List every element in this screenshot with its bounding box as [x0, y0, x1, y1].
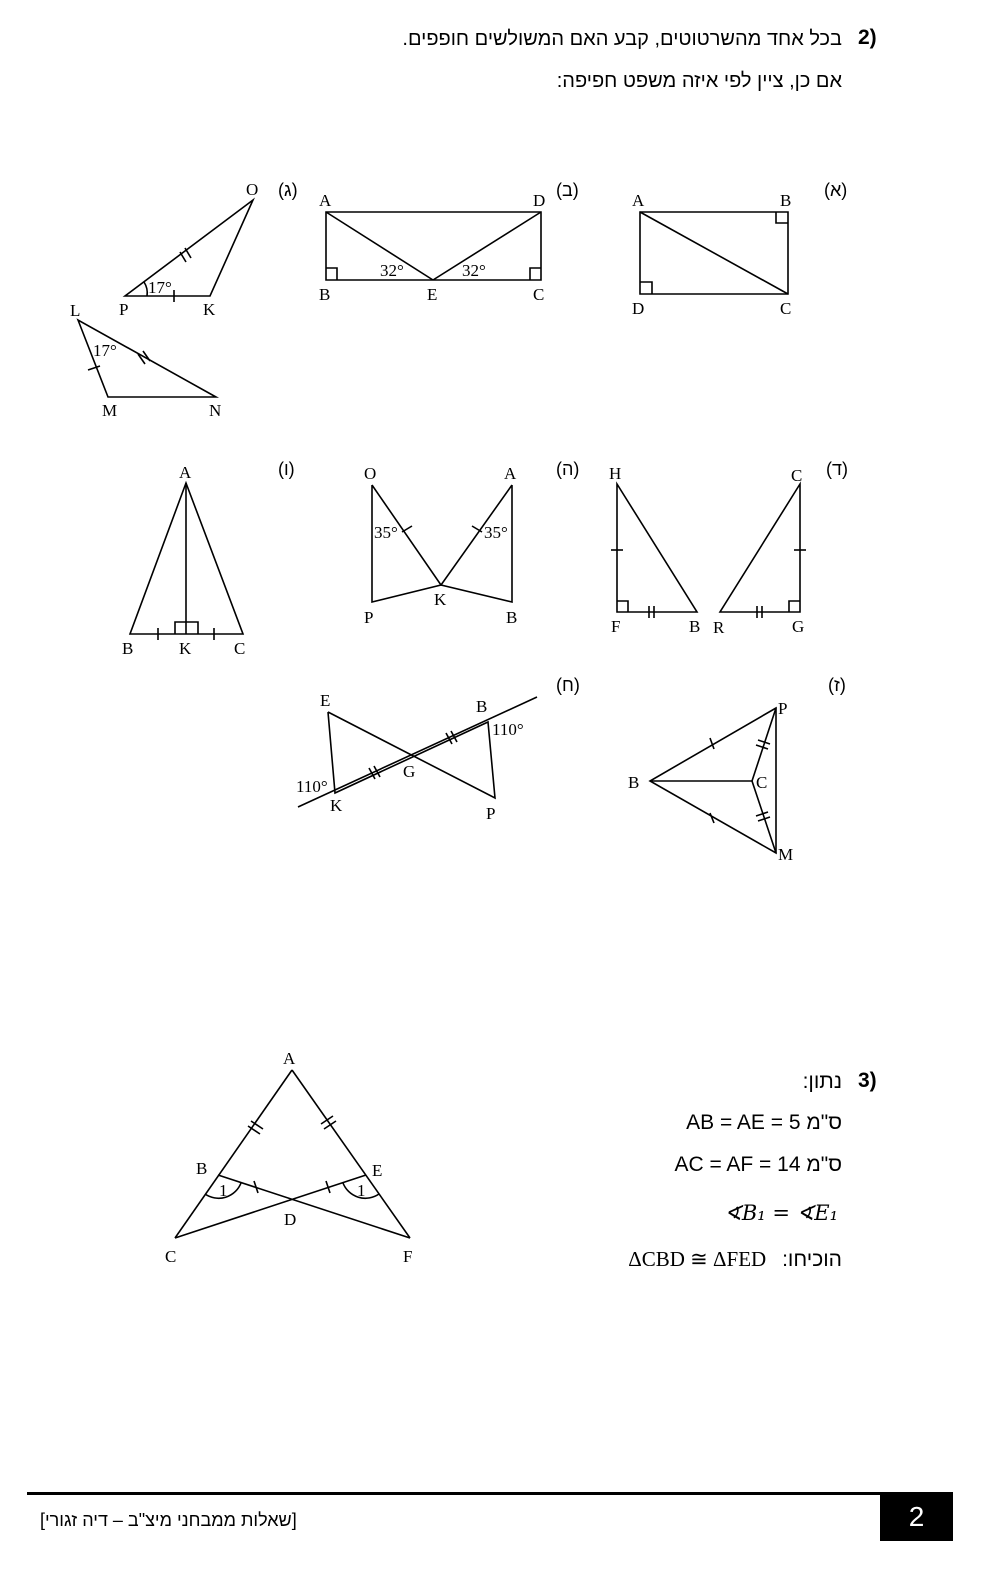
label-m: M	[778, 845, 794, 864]
label-n: N	[209, 401, 222, 420]
label-d: D	[533, 191, 546, 210]
right-angle-g	[789, 601, 800, 612]
prove-line	[628, 1247, 842, 1272]
label-o: O	[246, 180, 259, 199]
label-r: R	[713, 618, 725, 637]
label-e: E	[320, 691, 331, 710]
label-c: C	[791, 466, 803, 485]
part-label-c: (ג)	[278, 180, 298, 200]
prove-statement: ΔCBD ≅ ΔFED	[628, 1247, 767, 1271]
label-c: C	[756, 773, 768, 792]
label-c: C	[165, 1247, 177, 1266]
part-label-h: (ח)	[556, 675, 580, 695]
label-m: M	[102, 401, 118, 420]
label-p: P	[778, 699, 788, 718]
label-a: A	[319, 191, 332, 210]
label-o: O	[364, 464, 377, 483]
figure-c	[70, 180, 258, 420]
label-c: C	[533, 285, 545, 304]
label-k: K	[203, 300, 216, 319]
angle-label-b1: 1	[219, 1181, 228, 1200]
figure-a	[632, 191, 791, 318]
diagonal-ac	[640, 212, 788, 294]
segment-af	[292, 1070, 410, 1238]
segment-de	[433, 212, 541, 280]
angle-label-1: 17°	[148, 278, 172, 297]
angle-label-2: 17°	[93, 341, 117, 360]
label-a: A	[504, 464, 517, 483]
part-label-f: (ו)	[278, 459, 295, 479]
part-label-e: (ה)	[556, 459, 580, 479]
label-b: B	[689, 617, 701, 636]
angle-label-1: 35°	[374, 523, 398, 542]
angle-label-1: 32°	[380, 261, 404, 280]
angle-label-2: 35°	[484, 523, 508, 542]
figure-f	[122, 463, 245, 658]
part-label-d: (ד)	[826, 459, 848, 479]
figure-b	[319, 191, 545, 304]
question-2-line-2: אם כן, ציין לפי איזה משפט חפיפה:	[556, 70, 842, 92]
given-ac-af	[674, 1153, 842, 1177]
given-ac-af-text: AC = AF = 14 ס"מ	[674, 1153, 842, 1176]
label-b: B	[628, 773, 640, 792]
part-label-b: (ב)	[556, 180, 579, 200]
label-b: B	[506, 608, 518, 627]
label-c: C	[234, 639, 246, 658]
right-angle-b	[326, 268, 337, 280]
angle-arc-p	[144, 282, 147, 296]
label-b: B	[122, 639, 134, 658]
figure-d	[609, 464, 806, 637]
given-ab-ae	[686, 1111, 842, 1135]
tick-ok	[402, 526, 412, 532]
triangle-opk	[125, 200, 253, 296]
triangle-akb	[441, 485, 512, 602]
label-p: P	[119, 300, 129, 319]
right-angle-d	[640, 282, 652, 294]
footer-source: [שאלות ממבחני מיצ"ב – דיה זגורי]	[40, 1510, 297, 1530]
segment-ec	[175, 1175, 366, 1238]
label-k: K	[179, 639, 192, 658]
triangles-eg-bp	[328, 712, 495, 798]
given-label: נתון:	[802, 1070, 842, 1093]
tick-ae-1	[324, 1121, 336, 1129]
triangle-crg	[720, 484, 800, 612]
label-g: G	[403, 762, 416, 781]
label-a: A	[632, 191, 645, 210]
label-p: P	[364, 608, 374, 627]
angle-label-2: 32°	[462, 261, 486, 280]
question-2-number: 2)	[858, 26, 877, 49]
label-h: H	[609, 464, 622, 483]
label-k: K	[434, 590, 447, 609]
segment-ac	[175, 1070, 292, 1238]
right-angle-c	[530, 268, 541, 280]
angle-label-e1: 1	[357, 1181, 366, 1200]
figure-e	[364, 464, 517, 627]
label-b: B	[780, 191, 792, 210]
tick-lm	[88, 366, 100, 370]
rectangle-abcd	[326, 212, 541, 280]
label-k: K	[330, 796, 343, 815]
given-angles: ∢B₁ = ∢E₁	[724, 1201, 838, 1225]
label-f: F	[611, 617, 621, 636]
label-l: L	[70, 301, 81, 320]
angle-label-2: 110°	[492, 720, 524, 739]
footer-divider	[27, 1492, 953, 1495]
label-d: D	[632, 299, 645, 318]
label-p: P	[486, 804, 496, 823]
part-label-a: (א)	[824, 180, 848, 200]
angle-label-1: 110°	[296, 777, 328, 796]
prove-label: הוכיחו:	[782, 1248, 842, 1271]
right-angle-f	[617, 601, 628, 612]
label-a: A	[283, 1049, 296, 1068]
label-c: C	[780, 299, 792, 318]
question-3-number: 3)	[858, 1069, 877, 1092]
label-b: B	[476, 697, 488, 716]
question-2-line-1: בכל אחד מהשרטוטים, קבע האם המשולשים חופפים.	[402, 28, 842, 50]
figure-q3	[165, 1049, 412, 1266]
figure-g	[628, 699, 793, 864]
triangle-opk	[372, 485, 441, 602]
label-f: F	[403, 1247, 413, 1266]
label-b: B	[319, 285, 331, 304]
label-d: D	[284, 1210, 297, 1229]
label-g: G	[792, 617, 805, 636]
triangle-hfb	[617, 484, 697, 612]
tick-ae-2	[321, 1116, 333, 1124]
given-ab-ae-text: AB = AE = 5 ס"מ	[686, 1111, 842, 1134]
part-label-g: (ז)	[828, 675, 846, 695]
right-angle-b	[776, 212, 788, 223]
figure-h	[296, 691, 537, 823]
segment-bf	[218, 1175, 410, 1238]
label-b: B	[196, 1159, 208, 1178]
label-e: E	[427, 285, 438, 304]
line-kb	[298, 697, 537, 807]
label-a: A	[179, 463, 192, 482]
label-e: E	[372, 1161, 383, 1180]
page-number: 2	[880, 1493, 953, 1541]
